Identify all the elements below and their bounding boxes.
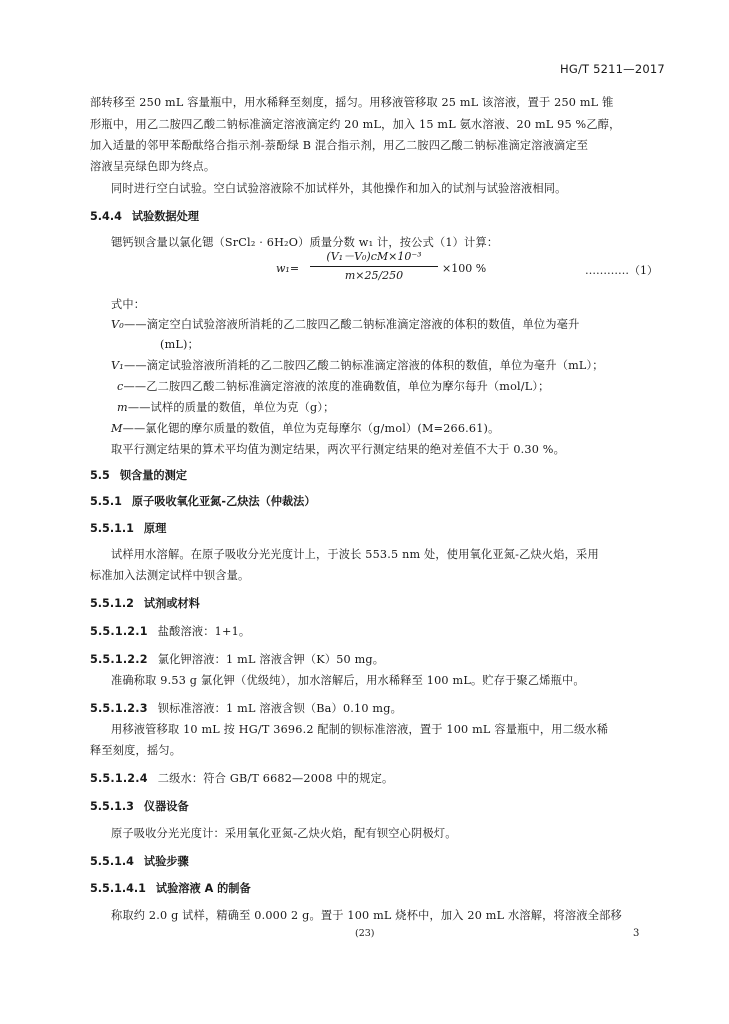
where-label: 式中： bbox=[111, 298, 146, 311]
formula-lhs: w₁= bbox=[276, 262, 300, 275]
reagent-item-5-5-1-2-2 bbox=[90, 651, 384, 667]
paragraph-line: 部转移至 250 mL 容量瓶中，用水稀释至刻度，摇匀。用移液管移取 25 mL 该溶液，置于 250 mL 锥 bbox=[90, 96, 614, 109]
page-number: 3 bbox=[633, 928, 640, 939]
instrument-text: 原子吸收分光光度计：采用氧化亚氮-乙炔火焰，配有钡空心阴极灯。 bbox=[111, 827, 457, 840]
principle-line: 试样用水溶解。在原子吸收分光光度计上，于波长 553.5 nm 处，使用氧化亚氮-乙炔火焰，采用 bbox=[111, 548, 599, 561]
section-title: 原理 bbox=[143, 522, 167, 535]
section-number: 5.5.1.4.1 bbox=[90, 882, 146, 895]
section-heading-5-5-1 bbox=[90, 493, 316, 509]
item-text: 二级水：符合 GB/T 6682—2008 中的规定。 bbox=[157, 772, 394, 785]
section-number: 5.5.1.3 bbox=[90, 800, 134, 813]
variable-symbol: m bbox=[117, 401, 128, 414]
formula-denominator: m×25/250 bbox=[344, 269, 404, 282]
section-heading-5-5-1-2 bbox=[90, 595, 200, 611]
reagent-item-5-5-1-2-1 bbox=[90, 623, 250, 639]
procedure-text: 称取约 2.0 g 试样，精确至 0.000 2 g。置于 100 mL 烧杯中，加入 20 mL 水溶解，将溶液全部移 bbox=[111, 909, 622, 922]
item-text: 钡标准溶液：1 mL 溶液含钡（Ba）0.10 mg。 bbox=[157, 702, 402, 715]
formula-fraction bbox=[310, 249, 438, 284]
variable-symbol: c bbox=[117, 380, 124, 393]
result-statement: 取平行测定结果的算术平均值为测定结果，两次平行测定结果的绝对差值不大于 0.30 %。 bbox=[111, 443, 566, 456]
item-number: 5.5.1.2.3 bbox=[90, 702, 148, 715]
footer-center-number: (23) bbox=[355, 928, 375, 939]
standard-code: HG/T 5211—2017 bbox=[560, 62, 665, 76]
reagent-detail: 准确称取 9.53 g 氯化钾（优级纯），加水溶解后，用水稀释至 100 mL。贮存于聚乙烯瓶中。 bbox=[111, 674, 585, 687]
paragraph-line: 溶液呈亮绿色即为终点。 bbox=[90, 160, 216, 173]
section-heading-5-5-1-4-1 bbox=[90, 880, 251, 896]
formula-tail: ×100 % bbox=[442, 262, 487, 275]
variable-description: ——乙二胺四乙酸二钠标准滴定溶液的浓度的准确数值，单位为摩尔每升（mol/L）； bbox=[123, 380, 550, 393]
variable-symbol: V₀ bbox=[111, 318, 124, 331]
section-heading-5-5-1-4 bbox=[90, 853, 189, 869]
section-number: 5.5.1.2 bbox=[90, 597, 134, 610]
variable-symbol: M bbox=[111, 422, 123, 435]
section-title: 原子吸收氧化亚氮-乙炔法（仲裁法） bbox=[131, 495, 316, 508]
variable-description: ——滴定试验溶液所消耗的乙二胺四乙酸二钠标准滴定溶液的体积的数值，单位为毫升（mL）； bbox=[123, 359, 604, 372]
section-title: 仪器设备 bbox=[143, 800, 189, 813]
where-item-c bbox=[117, 378, 550, 394]
item-number: 5.5.1.2.1 bbox=[90, 625, 148, 638]
section-number: 5.5.1.1 bbox=[90, 522, 134, 535]
principle-line: 标准加入法测定试样中钡含量。 bbox=[90, 569, 250, 582]
section-title: 钡含量的测定 bbox=[119, 469, 187, 482]
item-text: 盐酸溶液：1+1。 bbox=[157, 625, 251, 638]
formula-intro: 锶钙钡含量以氯化锶（SrCl₂ · 6H₂O）质量分数 w₁ 计，按公式（1）计算： bbox=[111, 236, 499, 249]
section-number: 5.5.1.4 bbox=[90, 855, 134, 868]
reagent-detail-line: 释至刻度，摇匀。 bbox=[90, 744, 182, 757]
variable-description: ——试样的质量的数值，单位为克（g）； bbox=[127, 401, 335, 414]
section-number: 5.4.4 bbox=[90, 210, 122, 223]
reagent-item-5-5-1-2-3 bbox=[90, 700, 402, 716]
item-number: 5.5.1.2.2 bbox=[90, 653, 148, 666]
section-title: 试验数据处理 bbox=[131, 210, 199, 223]
section-heading-5-5-1-1 bbox=[90, 520, 166, 536]
where-item-molar-mass bbox=[111, 420, 500, 436]
section-heading-5-5-1-3 bbox=[90, 798, 189, 814]
where-item-v1 bbox=[111, 357, 604, 373]
formula-numerator: (V₁－V₀)cM×10⁻³ bbox=[326, 250, 422, 263]
section-title: 试验步骤 bbox=[143, 855, 189, 868]
variable-symbol: V₁ bbox=[111, 359, 124, 372]
item-number: 5.5.1.2.4 bbox=[90, 772, 148, 785]
section-heading-5-5 bbox=[90, 467, 187, 483]
section-title: 试剂或材料 bbox=[143, 597, 200, 610]
where-item-v0 bbox=[111, 316, 579, 332]
paragraph-line: 形瓶中，用乙二胺四乙酸二钠标准滴定溶液滴定约 20 mL，加入 15 mL 氨水溶液、20 mL 95 %乙醇， bbox=[90, 118, 621, 131]
variable-description: ——滴定空白试验溶液所消耗的乙二胺四乙酸二钠标准滴定溶液的体积的数值，单位为毫升 bbox=[123, 318, 580, 331]
formula-1 bbox=[276, 249, 516, 289]
variable-description: ——氯化锶的摩尔质量的数值，单位为克每摩尔（g/mol）(M=266.61)。 bbox=[122, 422, 500, 435]
fraction-bar bbox=[310, 266, 438, 267]
paragraph-line: 加入适量的邻甲苯酚酞络合指示剂-萘酚绿 B 混合指示剂，用乙二胺四乙酸二钠标准滴定溶液滴定至 bbox=[90, 139, 589, 152]
section-number: 5.5.1 bbox=[90, 495, 122, 508]
where-item-m bbox=[117, 399, 335, 415]
section-title: 试验溶液 A 的制备 bbox=[155, 882, 251, 895]
where-item-v0-continued: (mL)； bbox=[160, 338, 199, 351]
equation-number: …………（1） bbox=[585, 264, 658, 277]
reagent-detail-line: 用移液管移取 10 mL 按 HG/T 3696.2 配制的钡标准溶液，置于 100 mL 容量瓶中，用二级水稀 bbox=[111, 723, 609, 736]
reagent-item-5-5-1-2-4 bbox=[90, 770, 393, 786]
item-text: 氯化钾溶液：1 mL 溶液含钾（K）50 mg。 bbox=[157, 653, 385, 666]
section-heading-5-4-4 bbox=[90, 208, 199, 224]
section-number: 5.5 bbox=[90, 469, 110, 482]
blank-test-paragraph: 同时进行空白试验。空白试验溶液除不加试样外，其他操作和加入的试剂与试验溶液相同。 bbox=[111, 182, 567, 195]
